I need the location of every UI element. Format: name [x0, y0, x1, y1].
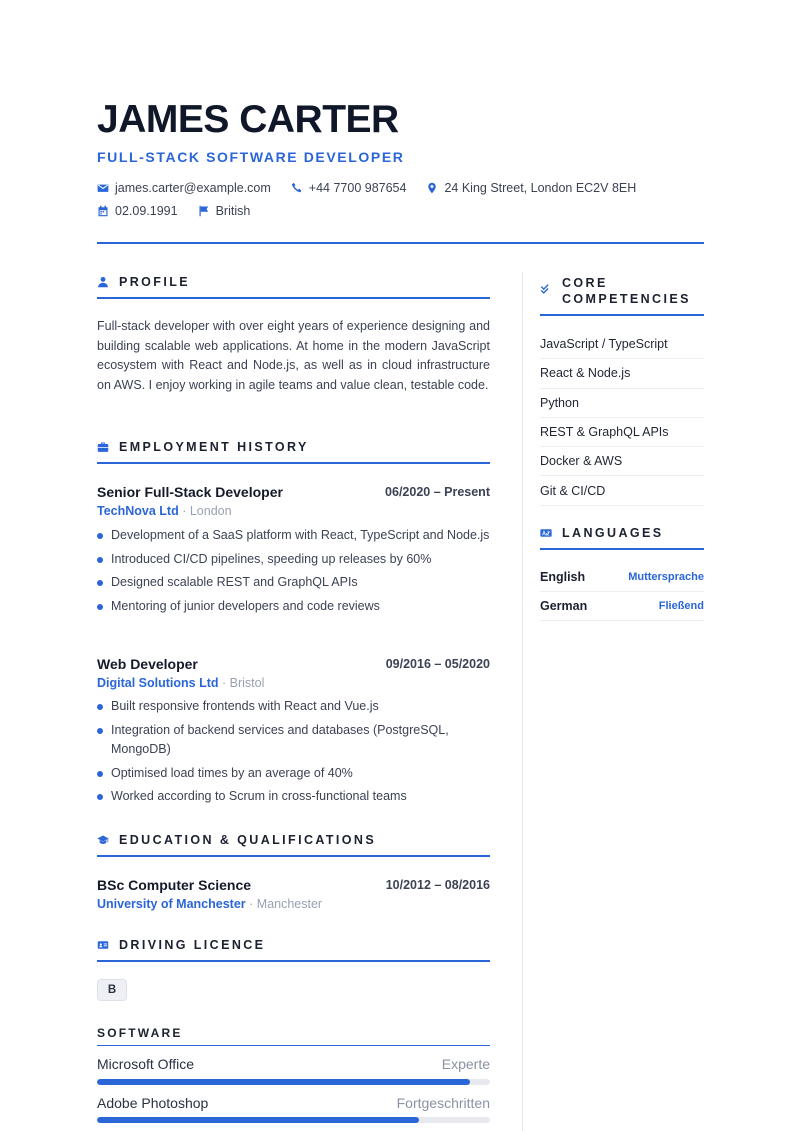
- job-company: [97, 504, 232, 518]
- software-level: Fortgeschritten: [396, 1095, 490, 1111]
- contact-row-2: [97, 204, 270, 218]
- contact-address: [426, 181, 636, 195]
- software-level: Experte: [441, 1056, 490, 1072]
- competencies-heading: [540, 275, 691, 307]
- competencies-heading-line2: COMPETENCIES: [562, 292, 691, 306]
- list-item: Development of a SaaS platform with React, TypeScript and Node.js: [97, 526, 490, 546]
- list-item: Git & CI/CD: [540, 476, 704, 505]
- competencies-list: [540, 330, 704, 506]
- profile-heading: PROFILE: [97, 275, 190, 289]
- job-title: Web Developer: [97, 656, 198, 672]
- software-heading: SOFTWARE: [97, 1026, 183, 1040]
- languages-rule: [540, 548, 704, 550]
- calendar-icon: [97, 205, 109, 217]
- phone-icon: [291, 182, 303, 194]
- language-row: [540, 592, 704, 621]
- software-name: Adobe Photoshop: [97, 1095, 209, 1111]
- email-text: james.carter@example.com: [115, 181, 271, 195]
- languages-heading: LANGUAGES: [540, 526, 663, 540]
- user-icon: [97, 276, 109, 288]
- address-text: 24 King Street, London EC2V 8EH: [444, 181, 637, 195]
- graduation-cap-icon: [97, 834, 109, 846]
- company-name: TechNova Ltd: [97, 504, 179, 518]
- birthdate-text: 02.09.1991: [115, 204, 178, 218]
- language-level: Muttersprache: [628, 571, 704, 583]
- licence-rule: [97, 960, 490, 962]
- candidate-title: FULL-STACK SOFTWARE DEVELOPER: [97, 149, 405, 165]
- software-rule: [97, 1045, 490, 1046]
- school-location: · Manchester: [245, 897, 323, 911]
- translate-icon: [540, 527, 552, 539]
- candidate-name: JAMES CARTER: [97, 98, 399, 141]
- software-item: [97, 1095, 490, 1111]
- contact-nationality: [198, 204, 251, 218]
- contact-row-1: [97, 181, 656, 195]
- company-location: · Bristol: [218, 676, 265, 690]
- school-name: University of Manchester: [97, 897, 246, 911]
- header-divider: [97, 242, 704, 244]
- language-row: [540, 563, 704, 592]
- licence-heading: DRIVING LICENCE: [97, 938, 265, 952]
- job-title: Senior Full-Stack Developer: [97, 484, 283, 500]
- employment-rule: [97, 462, 490, 464]
- software-progress-fill: [97, 1079, 470, 1085]
- software-item: [97, 1056, 490, 1072]
- contact-email[interactable]: [97, 181, 271, 195]
- list-item: Mentoring of junior developers and code reviews: [97, 597, 490, 617]
- job-bullets: [97, 697, 490, 811]
- id-card-icon: [97, 939, 109, 951]
- software-progress-bar: [97, 1117, 490, 1123]
- phone-text: +44 7700 987654: [308, 181, 407, 195]
- software-progress-bar: [97, 1079, 490, 1085]
- competencies-heading-line1: CORE: [562, 276, 608, 290]
- software-progress-fill: [97, 1117, 419, 1123]
- employment-heading: EMPLOYMENT HISTORY: [97, 440, 309, 454]
- location-pin-icon: [426, 182, 438, 194]
- list-item: Python: [540, 389, 704, 418]
- company-location: · London: [178, 504, 232, 518]
- list-item: JavaScript / TypeScript: [540, 330, 704, 359]
- flag-icon: [198, 205, 210, 217]
- job-bullets: [97, 526, 490, 620]
- job-date: 09/2016 – 05/2020: [385, 657, 490, 671]
- language-name: English: [540, 570, 586, 584]
- profile-text: Full-stack developer with over eight years of experience designing and building scalable web applications. At home in the modern JavaScript ecosystem with React and Node.js, as well as in cloud infrastructure on AWS. I enjoy working in agile teams and value clean, testable code.: [97, 319, 490, 392]
- list-item: REST & GraphQL APIs: [540, 418, 704, 447]
- language-level: Fließend: [658, 600, 704, 612]
- list-item: Built responsive frontends with React and Vue.js: [97, 697, 490, 717]
- education-rule: [97, 855, 490, 857]
- job-date: 06/2020 – Present: [385, 485, 490, 499]
- competencies-rule: [540, 314, 704, 316]
- nationality-text: British: [215, 204, 251, 218]
- contact-birthdate: [97, 204, 178, 218]
- list-item: Introduced CI/CD pipelines, speeding up releases by 60%: [97, 550, 490, 570]
- company-name: Digital Solutions Ltd: [97, 676, 219, 690]
- degree-title: BSc Computer Science: [97, 877, 252, 893]
- column-divider: [522, 272, 523, 1131]
- list-item: Designed scalable REST and GraphQL APIs: [97, 573, 490, 593]
- profile-rule: [97, 297, 490, 299]
- education-date: 10/2012 – 08/2016: [385, 878, 490, 892]
- briefcase-icon: [97, 441, 109, 453]
- contact-phone[interactable]: [291, 181, 407, 195]
- language-name: German: [540, 599, 588, 613]
- list-item: Docker & AWS: [540, 447, 704, 476]
- list-item: Integration of backend services and databases (PostgreSQL, MongoDB): [97, 721, 490, 760]
- education-heading: EDUCATION & QUALIFICATIONS: [97, 833, 376, 847]
- software-name: Microsoft Office: [97, 1056, 194, 1072]
- list-item: Worked according to Scrum in cross-functional teams: [97, 787, 490, 807]
- list-item: React & Node.js: [540, 359, 704, 388]
- job-company: [97, 676, 264, 690]
- list-item: Optimised load times by an average of 40%: [97, 764, 490, 784]
- education-school: [97, 897, 322, 911]
- double-check-icon: [540, 283, 552, 295]
- envelope-icon: [97, 182, 109, 194]
- licence-class-badge: B: [97, 979, 127, 1001]
